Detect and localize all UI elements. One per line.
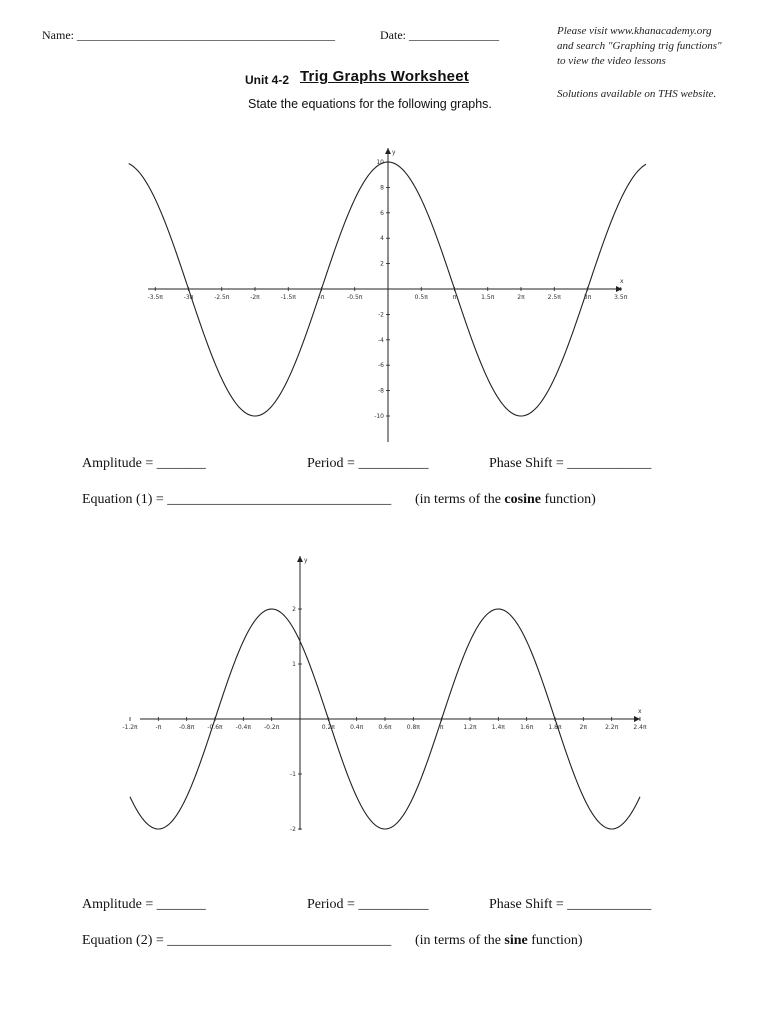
x-tick-label: 1.5π	[481, 294, 495, 301]
hint-text: (in terms of the	[415, 492, 505, 507]
y-tick-label: 10	[376, 159, 384, 166]
y-tick-label: 6	[380, 209, 384, 217]
x-tick-label: -π	[155, 724, 162, 731]
x-tick-label: -1.5π	[280, 294, 296, 301]
x-tick-label: 1.2π	[463, 724, 477, 731]
equation-2[interactable]: Equation (2) = ________________________________	[82, 933, 392, 948]
y-axis-arrow	[385, 148, 391, 154]
x-tick-label: 1.6π	[520, 724, 534, 731]
period-2[interactable]: Period = __________	[307, 897, 429, 912]
y-axis-name: y	[392, 149, 396, 156]
y-axis-arrow	[297, 556, 303, 562]
x-tick-label: 0.4π	[350, 724, 364, 731]
x-tick-label: π	[439, 724, 444, 731]
graph-2	[0, 540, 770, 850]
y-tick-label: -10	[374, 413, 384, 420]
x-tick-label: -0.2π	[264, 724, 280, 731]
note-line: to view the video lessons	[557, 55, 666, 67]
y-tick-label: 2	[380, 260, 384, 268]
y-tick-label: -8	[378, 387, 384, 395]
graph-1	[0, 0, 770, 460]
hint-function-name: sine	[504, 933, 528, 948]
period-1[interactable]: Period = __________	[307, 456, 429, 471]
x-tick-label: 1.4π	[491, 724, 505, 731]
y-tick-label: 1	[292, 661, 296, 668]
amplitude-1[interactable]: Amplitude = _______	[82, 456, 206, 471]
x-tick-label: -0.8π	[179, 724, 195, 731]
x-tick-label: 0.8π	[406, 724, 420, 731]
phase-shift-1[interactable]: Phase Shift = ____________	[489, 456, 652, 471]
y-tick-label: -4	[378, 336, 384, 344]
note-line: Please visit www.khanacademy.org	[557, 25, 712, 37]
date-field-label[interactable]: Date: _______________	[380, 28, 499, 42]
note-line: and search "Graphing trig functions"	[557, 40, 722, 52]
y-tick-label: 8	[380, 184, 384, 192]
graph-2-axes	[140, 556, 642, 830]
equation-2-hint	[415, 933, 583, 949]
y-tick-label: -2	[290, 826, 296, 833]
x-tick-label: 0.2π	[321, 724, 335, 731]
x-tick-label: 2π	[517, 294, 525, 301]
phase-shift-2[interactable]: Phase Shift = ____________	[489, 897, 652, 912]
x-tick-label: 2.4π	[633, 724, 647, 731]
unit-label: Unit 4-2	[245, 73, 290, 87]
hint-text: (in terms of the	[415, 933, 505, 948]
x-tick-label: 3.5π	[614, 294, 628, 301]
hint-text: function)	[527, 933, 583, 948]
equation-1[interactable]: Equation (1) = ________________________________	[82, 492, 392, 507]
x-tick-label: 1.8π	[548, 724, 562, 731]
x-axis-name: x	[620, 278, 624, 285]
x-tick-label: 2π	[579, 724, 588, 731]
x-tick-label: -0.6π	[207, 724, 223, 731]
x-tick-label: 3π	[583, 294, 592, 301]
x-tick-label: -0.4π	[235, 724, 251, 731]
x-tick-label: 2.2π	[605, 724, 619, 731]
y-tick-label: 4	[380, 235, 384, 243]
hint-text: function)	[540, 492, 596, 507]
y-tick-label: 2	[292, 606, 296, 613]
x-tick-label: -3π	[183, 294, 194, 301]
x-tick-label: π	[452, 294, 457, 301]
y-tick-label: -6	[378, 362, 384, 370]
x-tick-label: 0.5π	[414, 294, 428, 301]
hint-function-name: cosine	[504, 492, 541, 507]
worksheet-title: Trig Graphs Worksheet	[300, 68, 469, 85]
x-tick-label: -0.5π	[347, 294, 363, 301]
name-field-label[interactable]: Name: ___________________________________________	[42, 28, 335, 42]
x-axis-arrow	[634, 716, 640, 722]
y-tick-label: -2	[378, 311, 384, 319]
solutions-note: Solutions available on THS website.	[557, 88, 717, 100]
instruction-text: State the equations for the following graphs.	[248, 97, 492, 111]
x-tick-label: -2.5π	[214, 294, 230, 301]
y-axis-name: y	[304, 557, 308, 564]
x-tick-label: 0.6π	[378, 724, 392, 731]
y-tick-label: -1	[290, 771, 296, 778]
x-tick-label: -1.2π	[122, 724, 138, 731]
x-tick-label: -2π	[250, 294, 260, 301]
amplitude-2[interactable]: Amplitude = _______	[82, 897, 206, 912]
equation-1-hint	[415, 492, 596, 508]
x-tick-label: -π	[318, 294, 325, 301]
x-tick-label: -3.5π	[147, 294, 163, 301]
x-tick-label: 2.5π	[547, 294, 561, 301]
x-axis-name: x	[638, 708, 642, 715]
